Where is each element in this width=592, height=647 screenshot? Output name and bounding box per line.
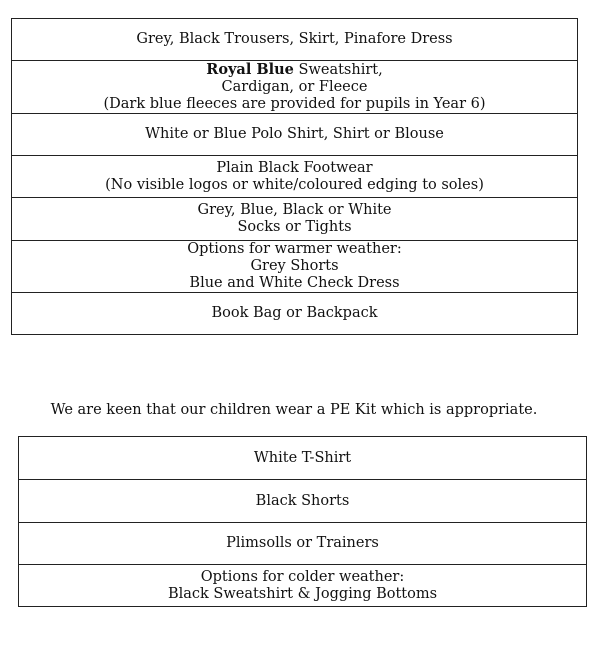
pe-row-shorts (19, 480, 587, 523)
pe-text: Black Shorts (255, 492, 350, 509)
uniform-row-bag (12, 293, 578, 335)
uniform-row-shirt (12, 114, 578, 156)
uniform-text: Blue and White Check Dress (189, 275, 400, 291)
uniform-text: Book Bag or Backpack (211, 305, 378, 321)
uniform-text (16, 61, 573, 79)
pe-kit-intro: We are keen that our children wear a PE Kit which is appropriate. (50, 402, 538, 418)
pe-row-tshirt (19, 437, 587, 480)
uniform-row-jumper (12, 61, 578, 114)
uniform-cell (12, 156, 578, 198)
uniform-row-socks (12, 198, 578, 241)
pe-cell (19, 565, 587, 607)
uniform-row-footwear (12, 156, 578, 198)
pe-text: Black Sweatshirt & Jogging Bottoms (167, 585, 438, 602)
pe-cell (19, 523, 587, 565)
uniform-text: Grey, Black Trousers, Skirt, Pinafore Dress (136, 31, 453, 47)
uniform-cell (12, 241, 578, 293)
uniform-row-bottoms (12, 19, 578, 61)
uniform-text: Sweatshirt, (293, 62, 383, 78)
uniform-text: Grey Shorts (250, 258, 339, 274)
pe-text: Options for colder weather: (200, 568, 405, 585)
uniform-text: Grey, Blue, Black or White (197, 202, 392, 218)
pe-cell (19, 437, 587, 480)
royal-blue-bold: Royal Blue (206, 61, 294, 78)
uniform-text: Socks or Tights (237, 219, 352, 235)
uniform-text: White or Blue Polo Shirt, Shirt or Blouse (145, 126, 444, 142)
uniform-text: Plain Black Footwear (216, 159, 373, 176)
uniform-text: Options for warmer weather: (187, 241, 402, 257)
uniform-cell (12, 19, 578, 61)
uniform-text: Cardigan, or Fleece (221, 79, 368, 95)
uniform-cell (12, 61, 578, 114)
pe-row-footwear (19, 523, 587, 565)
school-uniform-table (11, 18, 578, 335)
pe-text: Plimsolls or Trainers (226, 535, 379, 551)
uniform-cell (12, 198, 578, 241)
pe-row-cold-weather (19, 565, 587, 607)
pe-text: White T-Shirt (253, 449, 352, 466)
uniform-row-warm-weather (12, 241, 578, 293)
uniform-text: (Dark blue fleeces are provided for pupils in Year 6) (103, 96, 486, 112)
uniform-cell (12, 114, 578, 156)
pe-cell (19, 480, 587, 523)
uniform-text: (No visible logos or white/coloured edging to soles) (105, 176, 484, 193)
uniform-cell (12, 293, 578, 335)
pe-kit-table (18, 436, 587, 607)
